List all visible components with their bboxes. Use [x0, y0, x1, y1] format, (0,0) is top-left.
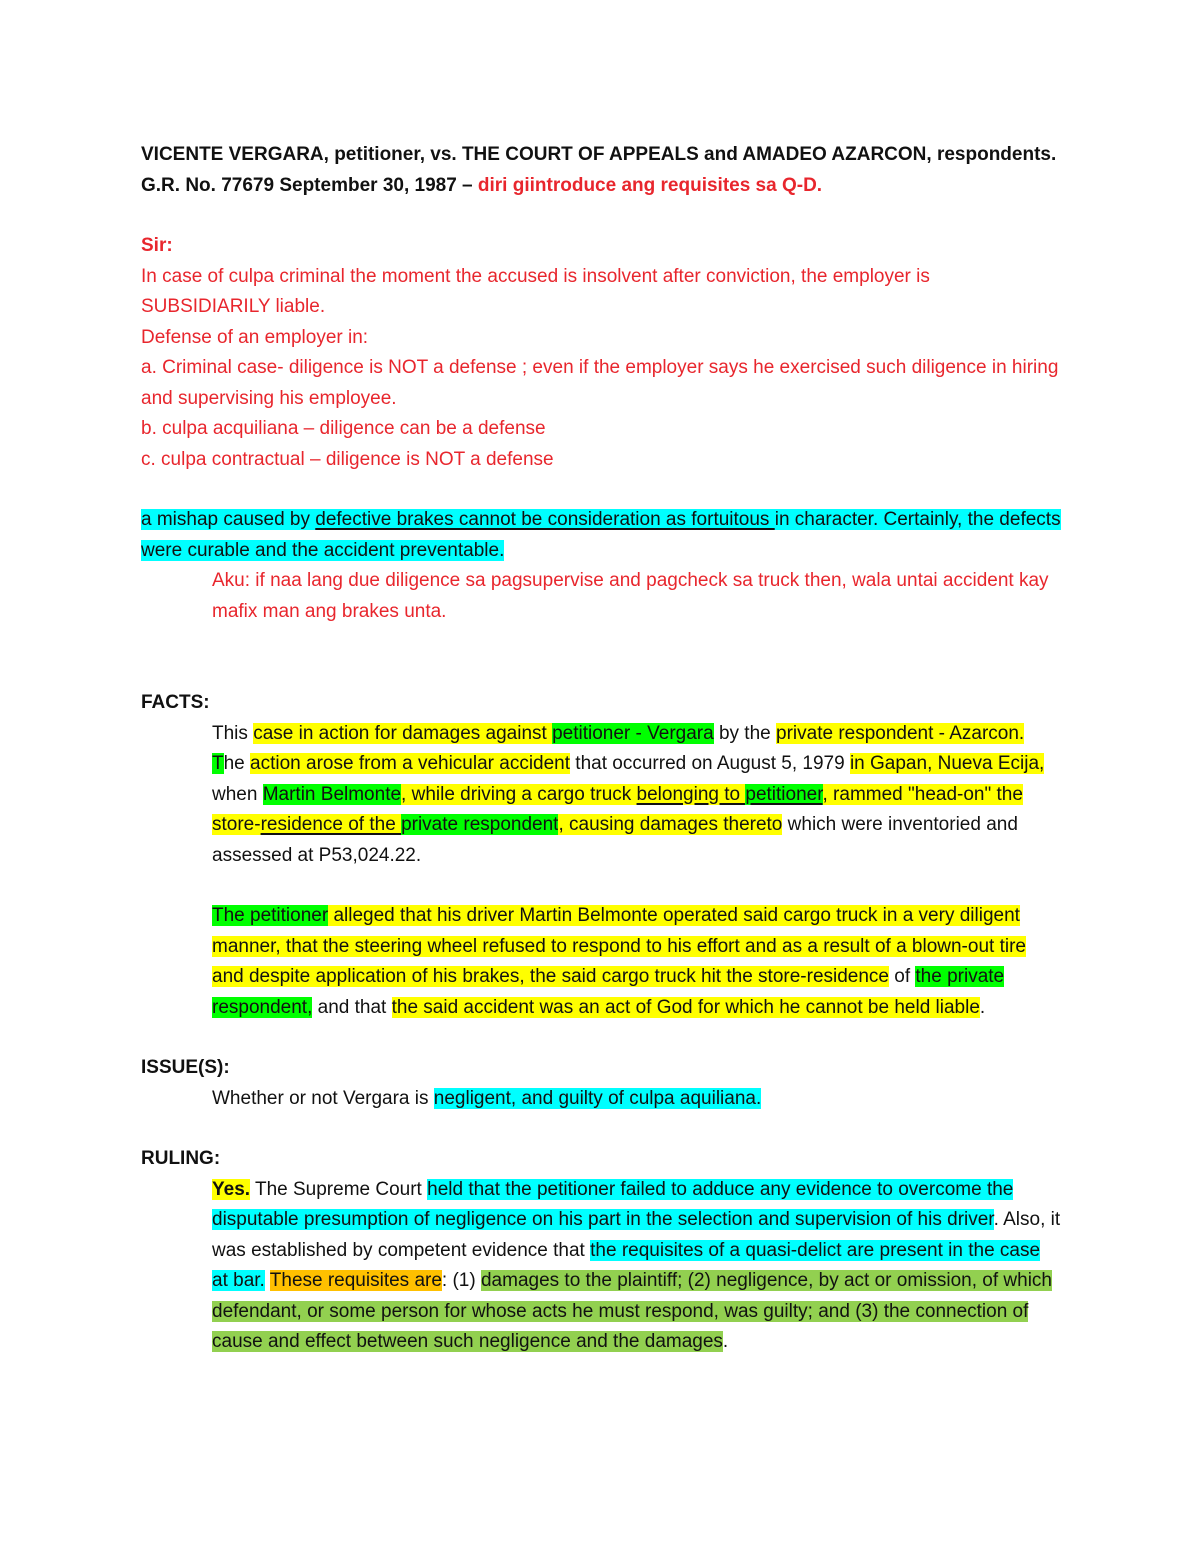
case-title: VICENTE VERGARA, petitioner, vs. THE COURT OF APPEALS and AMADEO AZARCON, respondents.: [141, 144, 1057, 165]
facts-text: that occurred on August 5, 1979: [570, 753, 850, 774]
facts-highlight-underlined: residence of the: [260, 814, 402, 835]
facts-paragraph-2: [141, 901, 1061, 1023]
ruling-highlight: the requisites of a quasi-delict are present in the case at bar.: [212, 1239, 1041, 1291]
sir-item-a: a. Criminal case- diligence is NOT a defense ; even if the employer says he exercised such diligence in hiring and supervising his employee.: [141, 357, 1059, 409]
ruling-text: : (1): [441, 1270, 481, 1291]
facts-highlight: T: [212, 753, 224, 774]
sir-line-2: Defense of an employer in:: [141, 326, 369, 348]
facts-highlight: The petitioner: [212, 905, 329, 926]
facts-highlight-underlined: petitioner: [745, 783, 823, 805]
facts-highlight: alleged that his driver Martin Belmonte operated said cargo truck in a very diligent manner, that the steering wheel refused to respond to his effort and as a result of a blown-out tire and despite application of his brakes, the said cargo truck hit the store-residence: [212, 905, 1026, 987]
facts-highlight-underlined: belonging to: [636, 783, 746, 805]
facts-text: This: [212, 722, 254, 744]
document-body: [141, 140, 1061, 1358]
facts-highlight: private respondent - Azarcon.: [776, 722, 1025, 744]
facts-paragraph-1: [141, 719, 1061, 872]
ruling-highlight: held that the petitioner failed to adduce any evidence to overcome the disputable presumption of negligence on his part in the selection and supervision of his driver: [212, 1178, 1014, 1230]
issues-heading: ISSUE(S):: [141, 1057, 230, 1078]
sir-item-b: b. culpa acquiliana – diligence can be a defense: [141, 418, 546, 439]
gr-note: diri giintroduce ang requisites sa Q-D.: [477, 174, 823, 196]
facts-highlight: , causing damages thereto: [558, 814, 783, 835]
facts-text: of: [889, 966, 916, 987]
issues-highlight: negligent, and guilty of culpa aquiliana.: [433, 1087, 762, 1109]
mishap-part-3: in character. Certainly, the defects were curable and the accident preventable.: [141, 509, 1061, 561]
facts-highlight: private respondent: [401, 814, 559, 835]
facts-highlight: in Gapan, Nueva Ecija,: [849, 753, 1045, 774]
facts-highlight: the said accident was an act of God for which he cannot be held liable: [391, 996, 980, 1018]
gr-number: G.R. No. 77679 September 30, 1987 –: [141, 174, 478, 196]
aku-note: Aku: if naa lang due diligence sa pagsupervise and pagcheck sa truck then, wala untai accident kay mafix man ang brakes unta.: [212, 570, 1049, 622]
ruling-highlight: These requisites are: [269, 1270, 442, 1291]
facts-text: and that: [312, 996, 392, 1018]
sir-heading: Sir:: [141, 235, 173, 256]
mishap-part-2-underlined: defective brakes cannot be consideration as fortuitous: [315, 509, 775, 530]
facts-text: when: [212, 783, 263, 805]
facts-highlight: Martin Belmonte: [262, 783, 402, 805]
facts-highlight: , while driving a cargo truck: [401, 783, 637, 805]
issues-paragraph: [141, 1084, 1061, 1115]
facts-text: .: [979, 996, 986, 1018]
mishap-part-1: a mishap caused by: [141, 509, 316, 530]
facts-highlight: the private respondent,: [212, 966, 1005, 1018]
mishap-paragraph: [141, 505, 1061, 566]
facts-heading: FACTS:: [141, 692, 210, 713]
ruling-text: The Supreme Court: [250, 1178, 428, 1200]
facts-highlight: action arose from a vehicular accident: [250, 753, 571, 774]
facts-text: he: [223, 753, 251, 774]
sir-item-c: c. culpa contractual – diligence is NOT a defense: [141, 448, 554, 470]
ruling-paragraph: [141, 1175, 1061, 1358]
facts-highlight: , rammed "head-on" the store-: [212, 783, 1023, 835]
facts-highlight: case in action for damages against: [253, 722, 553, 744]
ruling-text: . Also, it was established by competent evidence that: [212, 1209, 1061, 1261]
facts-text: by the: [713, 722, 777, 744]
facts-highlight: petitioner - Vergara: [552, 722, 714, 744]
ruling-answer: Yes.: [212, 1178, 251, 1200]
ruling-text: .: [722, 1331, 729, 1352]
ruling-heading: RULING:: [141, 1148, 221, 1169]
ruling-highlight: damages to the plaintiff; (2) negligence, by act or omission, of which defendant, or some person for whose acts he must respond, was guilty; and (3) the connection of cause and effect between such negligence and the damages: [212, 1270, 1052, 1352]
case-number-line: [141, 171, 1061, 202]
facts-text: which were inventoried and assessed at P53,024.22.: [212, 814, 1018, 866]
issues-text: Whether or not Vergara is: [212, 1087, 434, 1109]
sir-line-1: In case of culpa criminal the moment the accused is insolvent after conviction, the employer is SUBSIDIARILY liable.: [141, 265, 930, 317]
